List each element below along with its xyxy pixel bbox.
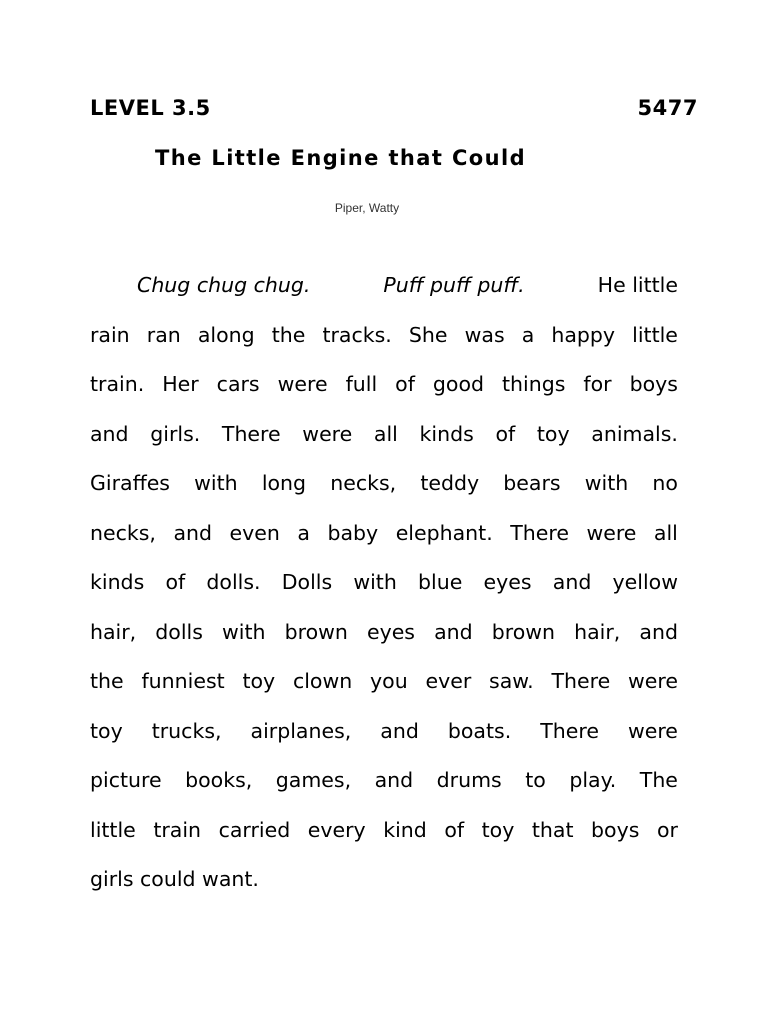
- story-word: toy: [536, 421, 570, 446]
- story-word: kinds: [419, 421, 474, 446]
- story-word: There: [551, 669, 611, 693]
- story-word: and: [380, 718, 419, 743]
- story-line: [90, 666, 678, 716]
- story-line: [90, 320, 678, 370]
- story-word: kinds: [90, 570, 145, 594]
- story-author: Piper, Watty: [334, 201, 400, 215]
- story-word: Her: [162, 372, 199, 396]
- story-word: was: [464, 322, 505, 347]
- story-word: Dolls: [281, 570, 333, 594]
- story-word: were: [627, 718, 678, 743]
- story-lines: [90, 320, 678, 865]
- story-word: little: [632, 322, 678, 347]
- story-title: The Little Engine that Could: [155, 146, 526, 170]
- story-word: little: [90, 817, 136, 842]
- story-word: eyes: [366, 619, 415, 644]
- story-word: happy: [551, 322, 616, 347]
- story-line: [90, 815, 678, 865]
- story-word: boys: [629, 372, 678, 396]
- story-word: hair,: [574, 619, 621, 644]
- story-word: animals.: [591, 421, 678, 446]
- story-word: baby: [327, 520, 379, 545]
- story-line: [90, 419, 678, 469]
- story-word: drums: [436, 768, 502, 792]
- story-word: trucks,: [151, 718, 222, 743]
- story-word: and: [90, 421, 129, 446]
- story-word: train.: [90, 372, 145, 396]
- story-word: of: [444, 817, 465, 842]
- story-word: elephant.: [395, 520, 493, 545]
- story-word: yellow: [612, 570, 678, 594]
- story-word: every: [307, 817, 366, 842]
- story-word: ever: [425, 669, 472, 693]
- story-word: She: [408, 322, 448, 347]
- story-word: toy: [481, 817, 515, 842]
- story-word: were: [277, 372, 328, 396]
- reading-level: LEVEL 3.5: [90, 96, 211, 120]
- story-line: [90, 468, 678, 518]
- story-word: with: [222, 619, 266, 644]
- story-word: things: [502, 372, 566, 396]
- story-word: necks,: [330, 471, 397, 495]
- story-phrase: girls could want.: [90, 867, 259, 891]
- book-number: 5477: [637, 96, 698, 120]
- story-word: funniest: [141, 669, 225, 693]
- header-row: [90, 96, 698, 126]
- story-word: dolls.: [206, 570, 261, 594]
- story-word: necks,: [90, 520, 156, 545]
- story-italic-phrase: Chug chug chug.: [137, 273, 311, 297]
- story-word: a: [521, 322, 535, 347]
- story-word: or: [656, 817, 678, 842]
- story-word: with: [194, 471, 238, 495]
- story-word: Giraffes: [90, 471, 170, 495]
- story-word: with: [353, 570, 397, 594]
- story-word: a: [297, 520, 310, 545]
- story-text: [90, 270, 678, 914]
- story-word: tracks.: [322, 322, 392, 347]
- story-word: the: [90, 669, 124, 693]
- story-word: the: [271, 322, 306, 347]
- story-word: bears: [503, 471, 561, 495]
- story-word: train: [153, 817, 202, 842]
- story-word: good: [432, 372, 485, 396]
- story-word: with: [584, 471, 629, 495]
- story-line: [90, 567, 678, 617]
- story-word: The: [639, 768, 678, 792]
- story-word: were: [586, 520, 637, 545]
- story-word: and: [434, 619, 473, 644]
- story-word: brown: [284, 619, 348, 644]
- story-line: [90, 270, 678, 320]
- story-italic-phrase: Puff puff puff.: [383, 273, 525, 297]
- story-word: carried: [218, 817, 291, 842]
- story-line: [90, 864, 678, 914]
- story-word: girls.: [150, 421, 201, 446]
- story-word: blue: [418, 570, 463, 594]
- story-word: boys: [591, 817, 640, 842]
- story-word: dolls: [155, 619, 203, 644]
- story-word: you: [370, 669, 408, 693]
- story-word: of: [395, 372, 415, 396]
- story-word: brown: [491, 619, 556, 644]
- story-line: [90, 716, 678, 766]
- story-word: along: [197, 322, 255, 347]
- story-word: rain: [90, 322, 130, 347]
- story-word: ran: [146, 322, 181, 347]
- story-word: all: [653, 520, 678, 545]
- story-word: that: [531, 817, 574, 842]
- story-word: teddy: [420, 471, 480, 495]
- story-word: and: [552, 570, 592, 594]
- story-word: There: [510, 520, 569, 545]
- story-word: There: [221, 421, 281, 446]
- story-line: [90, 518, 678, 568]
- story-word: saw.: [489, 669, 534, 693]
- story-word: games,: [275, 768, 352, 792]
- story-word: eyes: [483, 570, 532, 594]
- story-word: even: [229, 520, 280, 545]
- story-word: clown: [292, 669, 353, 693]
- story-word: play.: [569, 768, 617, 792]
- story-word: hair,: [90, 619, 137, 644]
- story-word: airplanes,: [250, 718, 352, 743]
- story-word: and: [374, 768, 414, 792]
- story-line: [90, 369, 678, 419]
- story-word: toy: [90, 718, 123, 743]
- story-word: long: [261, 471, 307, 495]
- story-word: toy: [242, 669, 276, 693]
- story-word: no: [652, 471, 678, 495]
- story-word: books,: [185, 768, 253, 792]
- story-word: full: [345, 372, 378, 396]
- story-word: picture: [90, 768, 162, 792]
- story-word: were: [627, 669, 678, 693]
- story-word: kind: [383, 817, 427, 842]
- story-word: for: [583, 372, 612, 396]
- story-word: of: [165, 570, 186, 594]
- story-word: and: [173, 520, 213, 545]
- story-word: to: [525, 768, 546, 792]
- story-word: cars: [216, 372, 260, 396]
- story-word: all: [373, 421, 398, 446]
- story-word: were: [302, 421, 353, 446]
- story-phrase: He little: [597, 273, 678, 297]
- story-word: There: [540, 718, 599, 743]
- story-word: of: [495, 421, 516, 446]
- story-line: [90, 765, 678, 815]
- story-line: [90, 617, 678, 667]
- story-word: and: [639, 619, 678, 644]
- story-word: boats.: [447, 718, 512, 743]
